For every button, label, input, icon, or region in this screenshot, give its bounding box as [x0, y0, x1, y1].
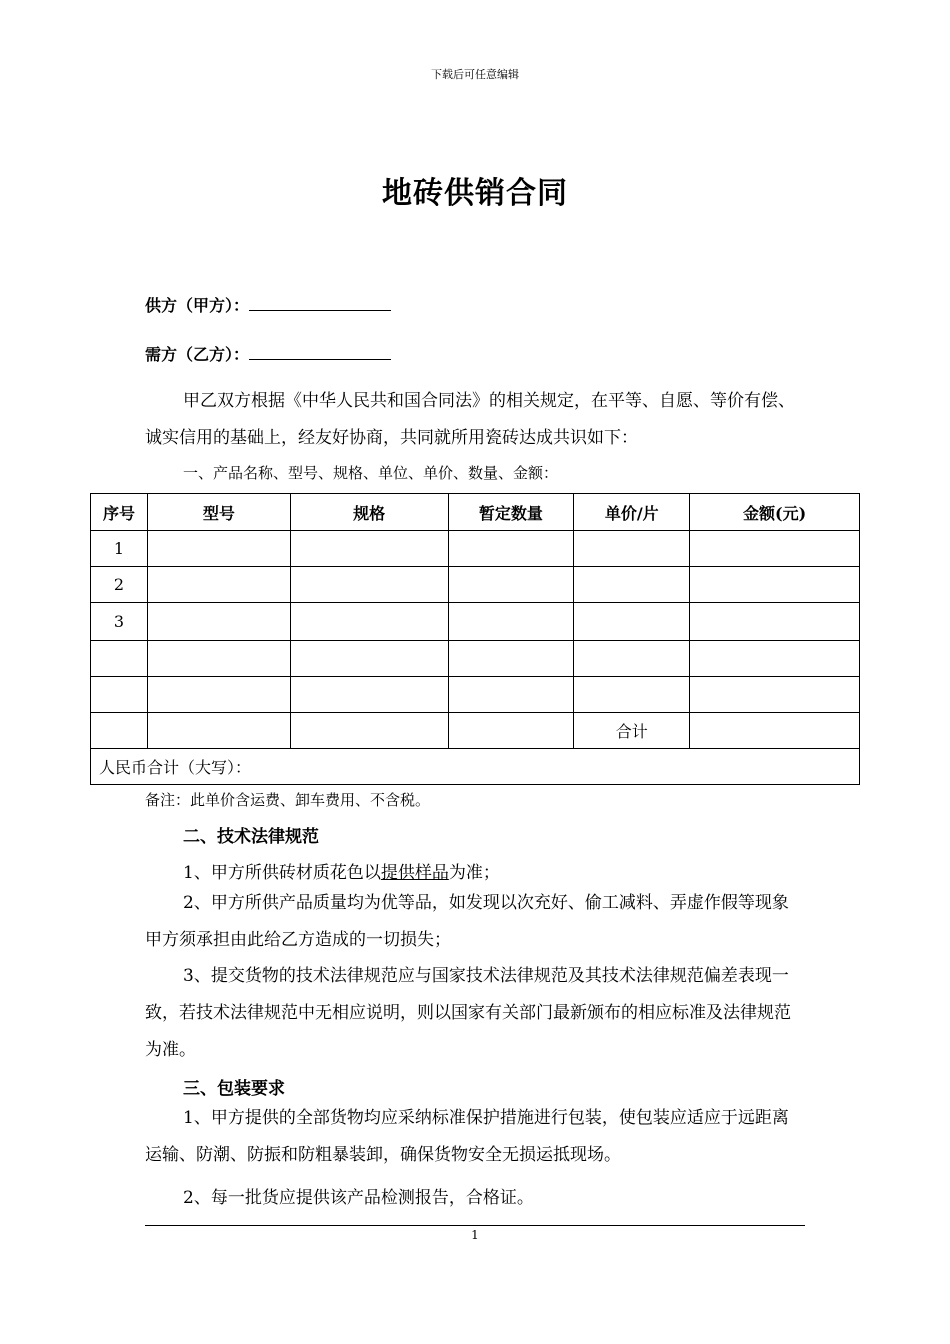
supplier-blank[interactable]: [249, 296, 391, 311]
table-row: [91, 567, 860, 603]
section2-heading: 二、技术法律规范: [183, 827, 319, 847]
header-cell: 单价/片: [574, 494, 690, 531]
table-row: [91, 531, 860, 567]
row-number: 2: [91, 567, 148, 603]
table-cell[interactable]: [290, 677, 448, 713]
header-cell: 规格: [290, 494, 448, 531]
supplier-label: 供方（甲方）：: [145, 296, 250, 315]
table-cell[interactable]: [574, 531, 690, 567]
header-note: 下载后可任意编辑: [431, 68, 519, 81]
product-table: [90, 493, 860, 785]
table-cell[interactable]: [574, 677, 690, 713]
intro-paragraph: 甲乙双方根据《中华人民共和国合同法》的相关规定，在平等、自愿、等价有偿、诚实信用的基础上，经友好协商，共同就所用瓷砖达成共识如下：: [145, 391, 795, 448]
table-cell: [147, 713, 290, 749]
table-row: [91, 641, 860, 677]
s2-item1-prefix: 1、甲方所供砖材质花色以: [183, 863, 381, 883]
remark: 备注：此单价含运费、卸车费用、不含税。: [145, 791, 431, 809]
rmb-total-label: 人民币合计（大写）：: [91, 749, 860, 785]
s2-item1-underlined: 提供样品: [380, 863, 449, 883]
section3-heading: 三、包装要求: [183, 1079, 285, 1099]
row-number: 3: [91, 603, 148, 641]
table-cell[interactable]: [91, 677, 148, 713]
table-cell[interactable]: [448, 677, 574, 713]
buyer-blank[interactable]: [249, 345, 391, 360]
table-cell: [448, 713, 574, 749]
table-row: [91, 603, 860, 641]
table-cell[interactable]: [290, 641, 448, 677]
table-cell[interactable]: [448, 567, 574, 603]
table-cell[interactable]: [448, 531, 574, 567]
table-header-row: [91, 494, 860, 531]
table-cell[interactable]: [448, 641, 574, 677]
table-cell[interactable]: [690, 531, 860, 567]
table-cell[interactable]: [147, 641, 290, 677]
table-cell[interactable]: [290, 567, 448, 603]
table-cell[interactable]: [147, 531, 290, 567]
s2-item1-suffix: 为准；: [448, 863, 500, 883]
section3-item1: 1、甲方提供的全部货物均应采纳标准保护措施进行包装，使包装应适应于远距离运输、防潮、防振和防粗暴装卸，确保货物安全无损运抵现场。: [145, 1108, 789, 1165]
header-cell: 金额(元): [690, 494, 860, 531]
table-cell[interactable]: [574, 603, 690, 641]
table-cell[interactable]: [147, 567, 290, 603]
total-label: 合计: [574, 713, 690, 749]
table-total-row: [91, 713, 860, 749]
table-cell[interactable]: [290, 531, 448, 567]
table-cell[interactable]: [690, 677, 860, 713]
header-cell: 型号: [147, 494, 290, 531]
buyer-line: [145, 342, 391, 365]
header-cell: 序号: [91, 494, 148, 531]
section2-item3: 3、提交货物的技术法律规范应与国家技术法律规范及其技术法律规范偏差表现一致，若技术法律规范中无相应说明，则以国家有关部门最新颁布的相应标准及法律规范为准。: [145, 966, 791, 1060]
page-number: 1: [471, 1228, 479, 1242]
table-cell[interactable]: [448, 603, 574, 641]
document-title: 地砖供销合同: [382, 176, 568, 211]
buyer-label: 需方（乙方）：: [145, 345, 250, 364]
section2-item2: 2、甲方所供产品质量均为优等品，如发现以次充好、偷工减料、弄虚作假等现象甲方须承担由此给乙方造成的一切损失；: [145, 893, 789, 950]
table-cell[interactable]: [690, 603, 860, 641]
table-cell: [290, 713, 448, 749]
row-number: 1: [91, 531, 148, 567]
table-cell[interactable]: [690, 641, 860, 677]
table-cell[interactable]: [690, 567, 860, 603]
table-cell[interactable]: [147, 603, 290, 641]
section2-item1: [183, 858, 500, 883]
supplier-line: [145, 293, 391, 316]
section3-item2: 2、每一批货应提供该产品检测报告，合格证。: [183, 1188, 534, 1208]
header-cell: 暂定数量: [448, 494, 574, 531]
section1-heading: 一、产品名称、型号、规格、单位、单价、数量、金额：: [183, 464, 559, 482]
table-cell[interactable]: [574, 567, 690, 603]
table-row: [91, 677, 860, 713]
table-cell[interactable]: [290, 603, 448, 641]
table-cell: [91, 713, 148, 749]
footer-rule: [145, 1225, 805, 1226]
table-cell[interactable]: [91, 641, 148, 677]
total-amount-cell[interactable]: [690, 713, 860, 749]
table-cell[interactable]: [147, 677, 290, 713]
rmb-total-row: [91, 749, 860, 785]
table-cell[interactable]: [574, 641, 690, 677]
